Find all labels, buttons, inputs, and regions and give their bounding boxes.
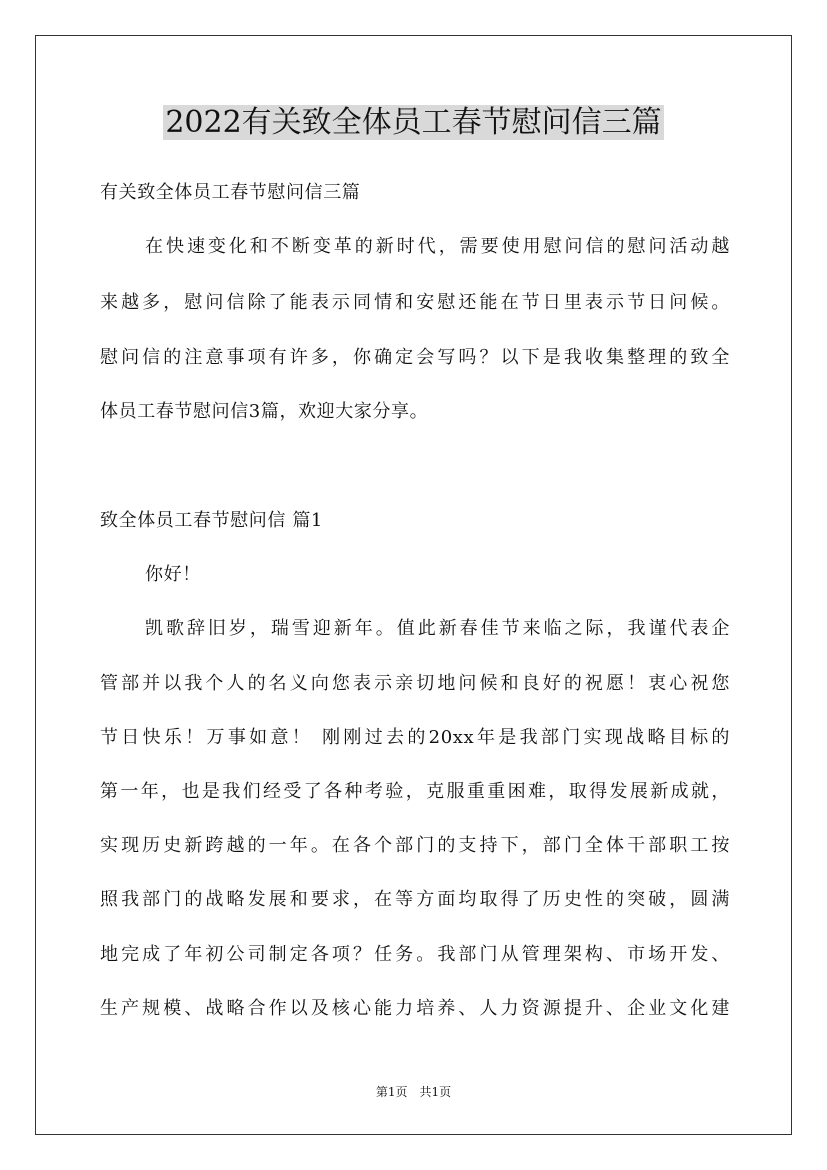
letter-body-line: 生产规模、战略合作以及核心能力培养、人力资源提升、企业文化建 <box>100 998 730 1019</box>
letter-body-line: 实现历史新跨越的一年。在各个部门的支持下，部门全体干部职工按 <box>100 835 730 856</box>
letter-body-line: 管部并以我个人的名义向您表示亲切地问候和良好的祝愿！衷心祝您 <box>100 673 730 694</box>
document-title <box>0 98 827 148</box>
document-title-text: 2022有关致全体员工春节慰问信三篇 <box>165 105 662 140</box>
letter-greeting: 你好！ <box>145 564 201 585</box>
letter-body-line: 凯歌辞旧岁，瑞雪迎新年。值此新春佳节来临之际，我谨代表企 <box>145 618 730 639</box>
letter-body-line: 地完成了年初公司制定各项？任务。我部门从管理架构、市场开发、 <box>100 944 730 965</box>
letter-body-line: 第一年，也是我们经受了各种考验，克服重重困难，取得发展新成就， <box>100 781 730 802</box>
page-number: 第1页 共1页 <box>375 1085 452 1099</box>
document-subtitle: 有关致全体员工春节慰问信三篇 <box>100 182 361 203</box>
intro-paragraph-line: 来越多，慰问信除了能表示同情和安慰还能在节日里表示节日问候。 <box>100 292 730 313</box>
letter-body-line: 照我部门的战略发展和要求，在等方面均取得了历史性的突破，圆满 <box>100 889 730 910</box>
intro-paragraph-line: 体员工春节慰问信3篇，欢迎大家分享。 <box>100 401 429 422</box>
section-heading: 致全体员工春节慰问信 篇1 <box>100 510 323 531</box>
intro-paragraph-line: 在快速变化和不断变革的新时代，需要使用慰问信的慰问活动越 <box>145 236 730 257</box>
intro-paragraph-line: 慰问信的注意事项有许多，你确定会写吗？以下是我收集整理的致全 <box>100 347 730 368</box>
letter-body-line: 节日快乐！万事如意！ 刚刚过去的20xx年是我部门实现战略目标的 <box>100 727 730 748</box>
